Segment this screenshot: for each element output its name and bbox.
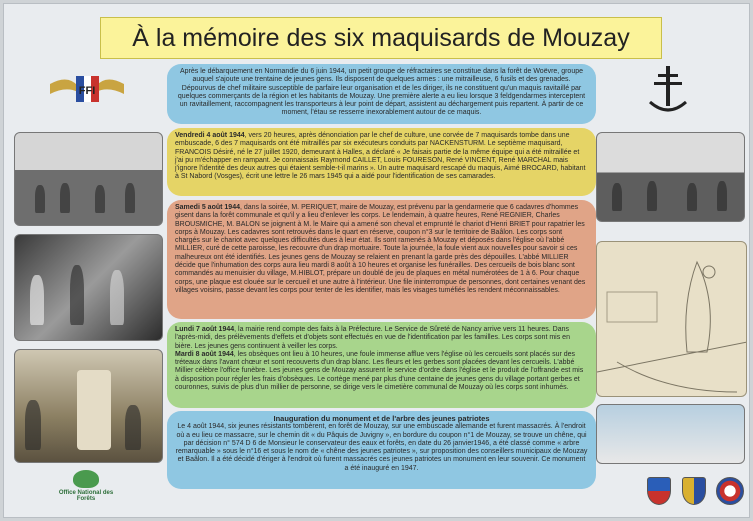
inauguration-box — [167, 411, 596, 489]
august-5-date: Samedi 5 août 1944 — [175, 204, 240, 211]
august-8-date: Mardi 8 août 1944 — [175, 350, 234, 358]
august-7-text: , la mairie rend compte des faits à la Préfecture. Le Service de Sûreté de Nancy arrive vers 11 heures. Dans l'après-midi, des prélèvements d'effets et d'objets sont effectués en vue de l'identification par les familles. Les corps sont mis en bière. Les jeunes gens continuent à veiller les corps. — [175, 326, 570, 350]
cross-of-lorraine-icon — [644, 64, 692, 114]
ffi-logo-text: FFI — [78, 85, 96, 97]
photo-gathering — [596, 132, 745, 222]
august-7-date: Lundi 7 août 1944 — [175, 326, 235, 333]
panel-title: À la mémoire des six maquisards de Mouzay — [100, 17, 662, 59]
august-4-date: Vendredi 4 août 1944 — [175, 132, 245, 139]
photo-ceremony-trees — [14, 132, 163, 226]
august-4-text: , vers 20 heures, après dénonciation par le chef de culture, une corvée de 7 maquisards tombe dans une embuscade, 6 des 7 maquisards ont été mitraillés par six exécuteurs conduits par NACKENSTURM. Le septième maquisard, FRANCOIS Désiré, né le 27 juillet 1920, demeurant à Halles, a déclaré « Je faisais partie de la même équipe qui a été mitraillée et j'ai pu m'échapper en rampant. Je connaissais Raymond CAILLET, Louis FOURESON, René VINCENT, René MARCHAL mais j'ignore l'identité des deux autres qui étaient semble-t-il marins ». Un autre maquisard rescapé du maquis, Aimé BROCARD, habitant à St Nabord (Vosges), écrit une lettre le 26 mars 1945 qui a aidé pour l'identification de ses camarades. — [175, 132, 586, 181]
coat-of-arms-1-icon — [647, 477, 671, 505]
monument-plan-drawing — [596, 241, 747, 397]
emblem-3-icon — [716, 477, 744, 505]
august-7-8-box — [167, 322, 596, 408]
onf-logo — [50, 470, 122, 504]
onf-logo-text: Office National des Forêts — [58, 490, 114, 502]
august-5-box — [167, 200, 596, 319]
photo-monument-sky — [596, 404, 745, 464]
ffi-logo — [48, 70, 126, 108]
august-8-text: , les obsèques ont lieu à 10 heures, une foule immense afflue vers l'église où les cercueils sont placés sur des tréteaux dans l'avant chœur et sont recouverts d'un drap blanc. Les fleurs et les gerbes sont placées devant les cercueils. L'abbé Millier célèbre l'office funèbre. Les jeunes gens de Mouzay assurent le service d'ordre dans l'église et le produit de l'offrande est mis à disposition pour régler les frais d'obsèques. Le cortège mené par plus d'une centaine de jeunes gens du village portant gerbes et couronnes, suivis de plus d'un millier de personne, se dirige vers le cimetière communal de Mouzay où les corps sont inhumés. — [175, 350, 584, 392]
august-4-box — [167, 128, 596, 196]
coat-of-arms-2-icon — [682, 477, 706, 505]
memorial-panel — [3, 3, 750, 518]
leaf-icon — [73, 470, 99, 488]
intro-box — [167, 64, 596, 124]
august-5-text: , dans la soirée, M. PERIQUET, maire de Mouzay, est prévenu par la gendarmerie que 6 cadavres d'hommes gisent dans la forêt communale et qu'il y a lieu d'enlever les corps. Le lendemain, à quatre heures, René REGNIER, Charles BROUSMICHE, M. BALON se joignent à M. le Maire qui a amené son cheval et emprunté le chariot d'Henri BRIET pour rapatrier les corps à Mouzay. Les cadavres sont retrouvés dans le quart en réserve, coupon n°3 sur le territoire de Baâlon. Les corps sont chargés sur le chariot avec quelques difficultés dues à leur état. Ils sont ramenés à Mouzay et déposés dans l'église où l'abbé MILLIER, curé de cette paroisse, les recouvre d'un drap mortuaire. Toute la journée, la foule vient aux nouvelles pour savoir si ces malheureux ont été identifiés. Les jeunes gens de Mouzay se relaient en prenant la garde près des dépouilles. L'abbé MILLIER décide que l'inhumation des corps aura lieu mardi 8 août à 10 heures et organise les funérailles. Des cercueils de bois blanc sont commandés au menuisier du village, M.HIBLOT, prépare un doublé de jeu de plaques en métal numérotées de 1 à 6. Pour chaque corps, une plaque est clouée sur le cercueil et une autre à l'intérieur. Une file ininterrompue de personnes, dont certaines venant des villages voisins, passe devant les corps pour tenter de les identifier, mais les visages tuméfiés les rendent méconnaissables. — [175, 204, 586, 294]
plan-sketch — [597, 242, 747, 397]
intro-text: Après le débarquement en Normandie du 6 juin 1944, un petit groupe de réfractaires se constitue dans la forêt de Woëvre, groupe auquel s'ajoute une trentaine de jeunes gens. Ils disposent de quelques armes : une mitrailleuse, 6 fusils et des grenades. Dépourvus de chef militaire susceptible de parfaire leur organisation et de les diriger, ils ne constituent qu'un maquis ravitaillé par quelques commerçants de la région et les habitants de Mouzay. Une première alerte a eu lieu lorsque 3 feldgendarmes interceptent un ravitaillement, raccompagnent les transporteurs à leur point de départ, assistent au déchargement puis repartent. À partir de ce moment, l'étau se resserre inexorablement autour de ce maquis. — [177, 68, 586, 117]
photo-flag-bearers — [14, 234, 163, 341]
inauguration-text: Le 4 août 1944, six jeunes résistants tombèrent, en forêt de Mouzay, sur une embuscade allemande et furent massacrés. À l'endroit où a eu lieu ce massacre, sur le chemin dit « du Pâquis de Juvigny », en bordure du coupon n°1 de Mouzay, se trouve un chêne, qui par décision n° 574 D 6 de Monsieur le conservateur des eaux et forêts, en date du 26 janvier1946, a été classé comme « arbre remarquable » sous le n°16 et sous le nom de « chêne des jeunes patriotes », sur proposition des conseillers municipaux de Mouzay et Baâlon. Il a été décidé d'ériger à l'endroit où furent massacrés ces jeunes patriotes un monument en leur souvenir. Ce monument a été inauguré en 1947. — [175, 423, 588, 472]
inauguration-heading: Inauguration du monument et de l'arbre des jeunes patriotes — [273, 414, 490, 423]
photo-monument-crowd — [14, 349, 163, 463]
